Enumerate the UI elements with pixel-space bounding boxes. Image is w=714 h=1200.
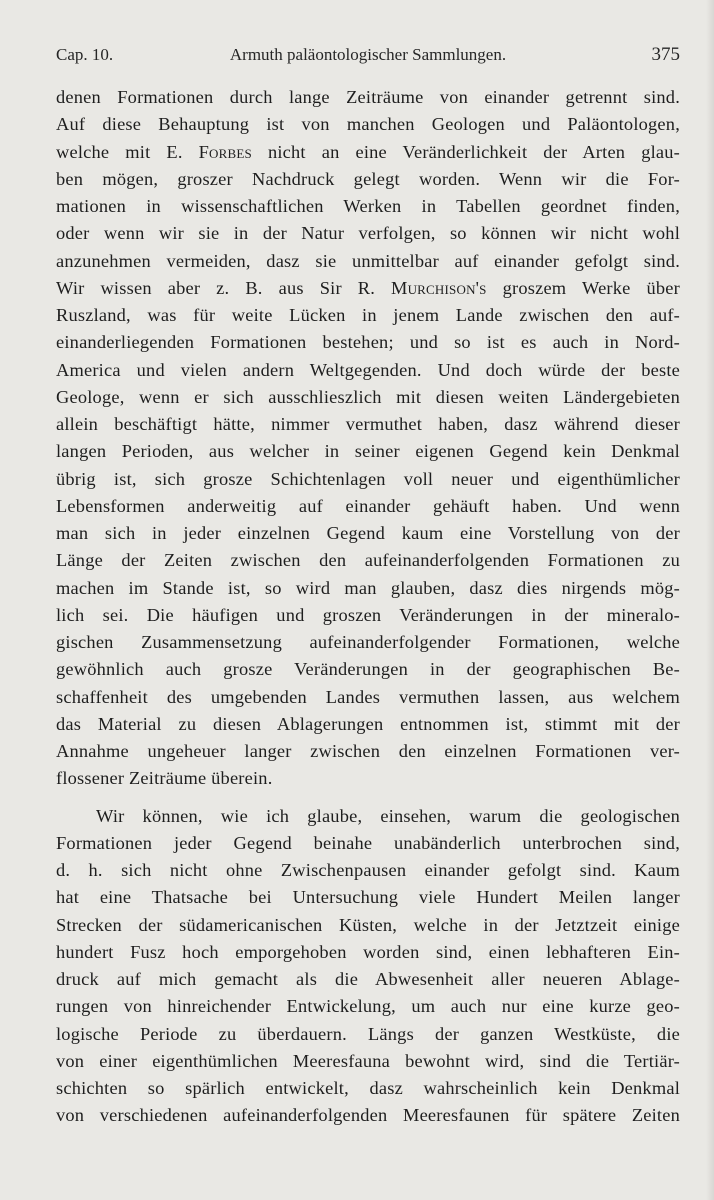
text-line: rungen von hinreichender Entwickelung, um auch nur eine kurze geo- bbox=[56, 996, 680, 1017]
text-line: Formationen jeder Gegend beinahe unabänderlich unterbrochen sind, bbox=[56, 832, 680, 853]
text-line: man sich in jeder einzelnen Gegend kaum eine Vorstellung von der bbox=[56, 523, 680, 543]
text-line: oder wenn wir sie in der Natur verfolgen, so können wir nicht wohl bbox=[56, 223, 680, 244]
text-line: langen Perioden, aus welcher in seiner eigenen Gegend kein Denkmal bbox=[56, 441, 680, 462]
text-line: Annahme ungeheuer langer zwischen den einzelnen Formationen ver- bbox=[56, 741, 680, 761]
paragraph bbox=[56, 84, 680, 793]
text-line: logische Periode zu überdauern. Längs der ganzen Westküste, die bbox=[56, 1023, 680, 1044]
text-line: druck auf mich gemacht als die Abwesenheit aller neueren Ablage- bbox=[56, 969, 680, 989]
text-line: America und vielen andern Weltgegenden. Und doch würde der beste bbox=[56, 359, 680, 380]
text-line: Wir können, wie ich glaube, einsehen, warum die geologischen bbox=[96, 805, 680, 826]
paragraph bbox=[56, 803, 680, 1130]
running-title: Armuth paläontologischer Sammlungen. bbox=[229, 45, 507, 64]
text-line: d. h. sich nicht ohne Zwischenpausen einander gefolgt sind. Kaum bbox=[56, 860, 680, 880]
text-line: schaffenheit des umgebenden Landes vermuthen lassen, aus welchem bbox=[56, 686, 680, 707]
text-line: lich sei. Die häufigen und groszen Veränderungen in der mineralo- bbox=[56, 604, 680, 625]
text-line: Ruszland, was für weite Lücken in jenem Lande zwischen den auf- bbox=[56, 305, 680, 325]
page-edge-shadow bbox=[706, 0, 714, 1200]
text-line: übrig ist, sich grosze Schichtenlagen voll neuer und eigenthümlicher bbox=[56, 468, 680, 489]
text-line: anzunehmen vermeiden, dasz sie unmittelbar auf einander gefolgt sind. bbox=[56, 250, 680, 271]
running-header bbox=[56, 42, 680, 68]
page-number: 375 bbox=[651, 44, 680, 65]
text-line: Lebensformen anderweitig auf einander gehäuft haben. Und wenn bbox=[56, 495, 680, 516]
text-line: denen Formationen durch lange Zeiträume von einander getrennt sind. bbox=[56, 87, 680, 107]
text-line: schichten so spärlich entwickelt, dasz wahrscheinlich kein Denkmal bbox=[56, 1078, 680, 1098]
text-line: Strecken der südamericanischen Küsten, welche in der Jetztzeit einige bbox=[56, 914, 680, 935]
text-line: mationen in wissenschaftlichen Werken in Tabellen geordnet finden, bbox=[56, 196, 680, 216]
text-line: das Material zu diesen Ablagerungen entnommen ist, stimmt mit der bbox=[56, 713, 680, 734]
small-caps-name: Murchison's bbox=[391, 277, 487, 298]
small-caps-name: Forbes bbox=[198, 141, 252, 162]
text-line: Länge der Zeiten zwischen den aufeinanderfolgenden Formationen zu bbox=[56, 550, 680, 571]
text-line: machen im Stande ist, so wird man glauben, dasz dies nirgends mög- bbox=[56, 577, 680, 598]
text-line: welche mit E. Forbes nicht an eine Veränderlichkeit der Arten glau- bbox=[56, 141, 680, 162]
text-line: Wir wissen aber z. B. aus Sir R. Murchison's groszem Werke über bbox=[56, 277, 680, 298]
text-line: flossener Zeiträume überein. bbox=[56, 768, 273, 789]
chapter-label: Cap. 10. bbox=[56, 45, 114, 64]
text-line: von verschiedenen aufeinanderfolgenden Meeresfaunen für spätere Zeiten bbox=[56, 1105, 680, 1126]
text-line: Geologe, wenn er sich ausschlieszlich mit diesen weiten Ländergebieten bbox=[56, 386, 680, 407]
text-line: allein beschäftigt hätte, nimmer vermuthet haben, dasz während dieser bbox=[56, 414, 680, 434]
text-line: hat eine Thatsache bei Untersuchung viele Hundert Meilen langer bbox=[56, 887, 680, 908]
text-line: gischen Zusammensetzung aufeinanderfolgender Formationen, welche bbox=[56, 632, 680, 652]
text-line: Auf diese Behauptung ist von manchen Geologen und Paläontologen, bbox=[56, 114, 680, 135]
text-line: hundert Fusz hoch emporgehoben worden sind, einen lebhafteren Ein- bbox=[56, 941, 680, 962]
body-text bbox=[56, 84, 680, 1130]
paragraph-gap bbox=[56, 793, 680, 803]
text-line: gewöhnlich auch grosze Veränderungen in der geographischen Be- bbox=[56, 659, 680, 680]
text-line: von einer eigenthümlichen Meeresfauna bewohnt wird, sind die Tertiär- bbox=[56, 1050, 680, 1071]
text-line: einanderliegenden Formationen bestehen; und so ist es auch in Nord- bbox=[56, 332, 680, 353]
text-line: ben mögen, groszer Nachdruck gelegt worden. Wenn wir die For- bbox=[56, 168, 680, 189]
